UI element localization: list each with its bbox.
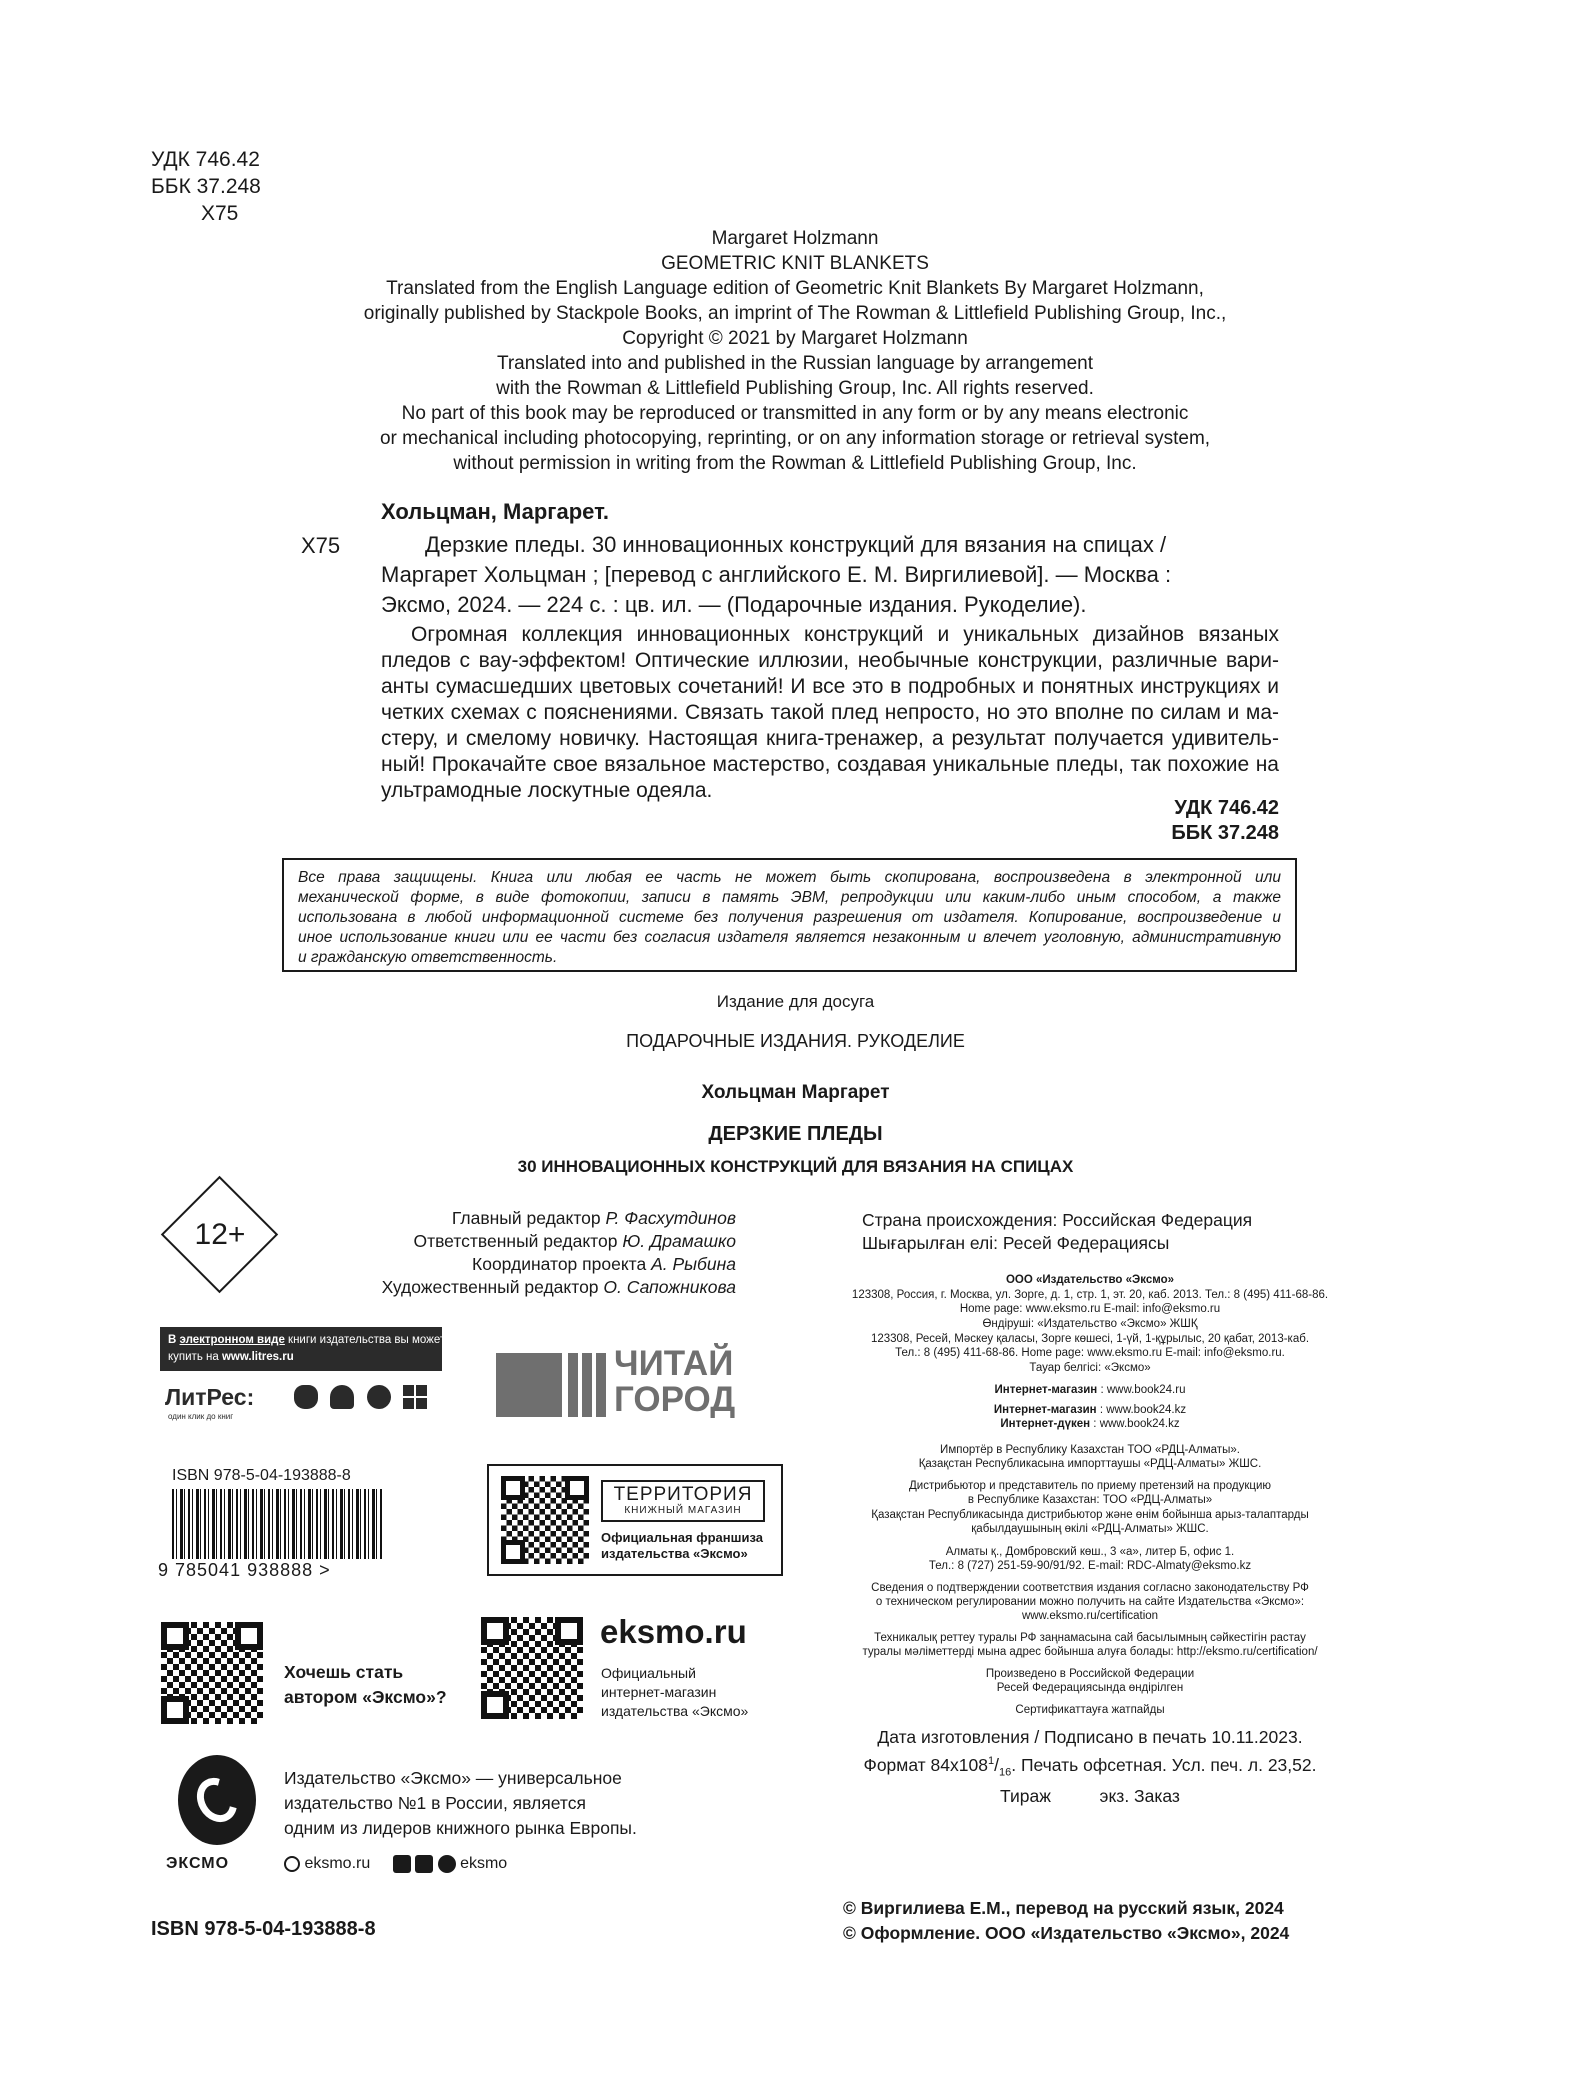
imprint-address-kz: 123308, Ресей, Мәскеу қаласы, Зорге көшесі, 1-үй, 1-құрылыс, 20 қабат, 2013-каб. — [870, 1333, 1310, 1345]
staff-row — [300, 1253, 736, 1276]
staff-row — [300, 1230, 736, 1253]
staff-role: Ответственный редактор — [413, 1231, 618, 1251]
imprint-distributor-ru: в Республике Казахстан: ТОО «РДЦ-Алматы» — [967, 1494, 1213, 1506]
catalog-author-heading: Хольцман, Маргарет. — [381, 499, 610, 524]
litres-text: книги издательства вы можете — [284, 1334, 452, 1346]
annotation-line: ультрамодные лоскутные одеяла. — [381, 779, 713, 802]
litres-tagline: один клик до книг — [168, 1412, 234, 1421]
annotation-line: Огромная коллекция инновационных конструкций и уникальных дизайнов вязаных — [411, 623, 1279, 646]
windows-phone-icon — [367, 1385, 391, 1409]
copyright-line: Translated from the English Language edition of Geometric Knit Blankets By Margaret Holzmann, — [386, 278, 1204, 299]
about-line: издательство №1 в России, является — [284, 1793, 586, 1813]
eksmo-logo-text: ЭКСМО — [166, 1855, 230, 1872]
staff-role: Главный редактор — [451, 1208, 601, 1228]
territoria-logo — [601, 1480, 765, 1522]
rights-line: и гражданскую ответственность. — [298, 949, 558, 966]
print-date: Дата изготовления / Подписано в печать 10.11.2023. — [877, 1727, 1303, 1747]
shop-url: : www.book24.kz — [1090, 1418, 1180, 1430]
annotation-line: ный! Прокачайте свое вязальное мастерство, создавая уникальные пледы, так похожие на — [381, 753, 1279, 776]
print-run: Тираж экз. Заказ — [1000, 1786, 1180, 1807]
staff-role: Координатор проекта — [472, 1254, 647, 1274]
litres-logo: ЛитРес: — [165, 1384, 255, 1410]
social-handle[interactable]: eksmo — [460, 1855, 508, 1872]
staff-role: Художественный редактор — [381, 1277, 599, 1297]
windows-icon — [403, 1385, 427, 1409]
imprint-shop-kz — [810, 1403, 1370, 1417]
imprint-importer-ru: Импортёр в Республику Казахстан ТОО «РДЦ-Алматы». — [940, 1444, 1240, 1456]
imprint-cert-ru: www.eksmo.ru/certification — [1021, 1610, 1159, 1622]
staff-name: О. Сапожникова — [603, 1277, 736, 1297]
logo-word2: ГОРОД — [614, 1380, 736, 1419]
author-cta-line: автором «Эксмо»? — [284, 1687, 447, 1707]
imprint-almaty-contacts: Тел.: 8 (727) 251-59-90/91/92. E-mail: RDC-Almaty@eksmo.kz — [928, 1560, 1252, 1572]
staff-name: Ю. Драмашко — [622, 1231, 736, 1251]
age-rating-badge — [160, 1175, 280, 1295]
imprint-distributor-kz: Қазақстан Республикасында дистрибьютор және өнім бойынша арыз-талаптарды — [871, 1509, 1309, 1521]
imprint-cert-ru: о техническом регулировании можно получить на сайте Издательства «Эксмо»: — [875, 1596, 1305, 1608]
litres-banner[interactable] — [160, 1327, 452, 1371]
imprint-produced-ru: Произведено в Российской Федерации — [985, 1668, 1195, 1680]
imprint-kz-publisher: Өндіруші: «Издательство «Эксмо» ЖШҚ — [982, 1318, 1198, 1330]
author-cta-line: Хочешь стать — [284, 1662, 404, 1682]
chitai-gorod-logo — [496, 1345, 786, 1417]
copyright-line: No part of this book may be reproduced or transmitted in any form or by any means electronic — [401, 403, 1189, 424]
imprint-trademark: Тауар белгісі: «Эксмо» — [1029, 1362, 1151, 1374]
android-icon — [330, 1385, 354, 1409]
copyright-line: without permission in writing from the Rowman & Littlefield Publishing Group, Inc. — [453, 453, 1137, 474]
imprint-distributor-ru: Дистрибьютор и представитель по приему претензий на продукцию — [909, 1480, 1271, 1492]
territoria-sub: КНИЖНЫЙ МАГАЗИН — [624, 1505, 742, 1516]
copyright-line: © Виргилиева Е.М., перевод на русский язык, 2024 — [843, 1898, 1284, 1918]
annotation-line: анты сумасшедших цветовых сочетаний! И все это в подробных и понятных инструкциях и — [381, 675, 1279, 698]
edition-type: Издание для досуга — [716, 992, 875, 1011]
author-name: Хольцман Маргарет — [701, 1082, 890, 1103]
shop-url: : www.book24.ru — [1097, 1384, 1186, 1396]
annotation-line: пледов с вау-эффектом! Оптические иллюзии, необычные конструкции, различные вари- — [381, 649, 1279, 672]
copyright-line: GEOMETRIC KNIT BLANKETS — [661, 253, 929, 274]
copyright-line: Margaret Holzmann — [711, 228, 879, 249]
logo-word1: ЧИТАЙ — [614, 1344, 734, 1383]
imprint-cert-ru: Сведения о подтверждении соответствия издания согласно законодательству РФ — [871, 1582, 1309, 1594]
logo-bar — [582, 1353, 592, 1417]
format-rest: . Печать офсетная. Усл. печ. л. 23,52. — [1011, 1754, 1317, 1775]
imprint-cert-kz: туралы мәліметтерді мына адрес бойынша алуға болады: http://eksmo.ru/certification/ — [862, 1646, 1318, 1658]
telegram-icon[interactable] — [438, 1855, 456, 1873]
copyright-line: Translated into and published in the Russian language by arrangement — [496, 353, 1094, 374]
app-store-icons — [294, 1385, 435, 1409]
shop-label: Интернет-дүкен — [1000, 1418, 1091, 1430]
imprint-importer-kz: Қазақстан Республикасына импорттаушы «РДЦ-Алматы» ЖШС. — [918, 1458, 1262, 1470]
imprint-publisher: ООО «Издательство «Эксмо» — [1005, 1274, 1175, 1286]
catalog-bbk: ББК 37.248 — [1171, 822, 1279, 844]
staff-name: А. Рыбина — [651, 1254, 736, 1274]
imprint-produced-kz: Ресей Федерациясында өндірілген — [996, 1682, 1184, 1694]
barcode-digits: 9 785041 938888 > — [158, 1560, 331, 1580]
territoria-note: Официальная франшиза — [601, 1530, 763, 1545]
description-line: Эксмо, 2024. — 224 с. : цв. ил. — (Подарочные издания. Рукоделие). — [381, 592, 1087, 617]
copyright-line: Copyright © 2021 by Margaret Holzmann — [622, 328, 968, 349]
territoria-name: ТЕРРИТОРИЯ — [613, 1484, 753, 1505]
litres-url[interactable]: www.litres.ru — [221, 1351, 294, 1363]
annotation-line: четких схемах с пояснениями. Связать такой плед непросто, но это вполне по силам и ма- — [381, 701, 1279, 724]
shop-label: Интернет-магазин — [994, 1384, 1098, 1396]
about-line: Издательство «Эксмо» — универсальное — [284, 1768, 622, 1788]
editorial-staff — [300, 1207, 736, 1299]
description-line: Маргарет Хольцман ; [перевод с английского Е. М. Виргилиевой]. — Москва : — [381, 562, 1172, 587]
eksmo-shop-text: интернет-магазин — [601, 1684, 717, 1700]
social-web[interactable]: eksmo.ru — [304, 1855, 371, 1872]
imprint-cert-kz: Техникалық реттеу туралы РФ заңнамасына сай басылымның сәйкестігін растау — [874, 1632, 1306, 1644]
barcode-bars — [172, 1489, 382, 1559]
eksmo-shop-text: издательства «Эксмо» — [601, 1703, 749, 1719]
series-name: ПОДАРОЧНЫЕ ИЗДАНИЯ. РУКОДЕЛИЕ — [626, 1031, 965, 1051]
author-qr-icon[interactable] — [161, 1622, 263, 1724]
litres-text: купить на — [168, 1351, 222, 1363]
isbn-bottom: ISBN 978-5-04-193888-8 — [151, 1918, 376, 1940]
description-line: Дерзкие пледы. 30 инновационных конструкций для вязания на спицах / — [425, 532, 1167, 557]
udk-code: УДК 746.42 — [151, 148, 260, 171]
imprint-shop-ru — [810, 1383, 1370, 1397]
author-mark: Х75 — [201, 202, 239, 225]
territoria-box — [487, 1464, 783, 1576]
social-links — [284, 1853, 507, 1875]
imprint-cert-na: Сертификаттауға жатпайды — [1015, 1704, 1165, 1716]
copyright-line: © Оформление. ООО «Издательство «Эксмо», 2024 — [843, 1923, 1290, 1943]
about-line: одним из лидеров книжного рынка Европы. — [284, 1818, 637, 1838]
imprint-almaty-address: Алматы қ., Домбровский көш., 3 «а», литер Б, офис 1. — [945, 1546, 1235, 1558]
shop-label: Интернет-магазин — [993, 1404, 1097, 1416]
litres-line1 — [168, 1333, 451, 1348]
barcode-isbn-label: ISBN 978-5-04-193888-8 — [172, 1467, 351, 1484]
staff-name: Р. Фасхутдинов — [605, 1208, 736, 1228]
format-denominator: 16 — [998, 1766, 1012, 1779]
annotation-line: стеру, и смелому новичку. Настоящая книга-тренажер, а результат получается удивитель- — [381, 727, 1279, 750]
imprint-web-ru: Home page: www.eksmo.ru E-mail: info@eksmo.ru — [959, 1303, 1221, 1315]
copyright-line: originally published by Stackpole Books, an imprint of The Rowman & Littlefield Publishing Group, Inc., — [363, 303, 1227, 324]
origin-ru: Страна происхождения: Российская Федерация — [862, 1210, 1253, 1230]
rights-line: иное использование книги или ее части без согласия издателя является незаконным и влечет уголовную, административную — [298, 929, 1281, 946]
catalog-mark: Х75 — [301, 533, 341, 558]
staff-row — [300, 1276, 736, 1299]
staff-row — [300, 1207, 736, 1230]
litres-line2 — [168, 1350, 294, 1365]
format-base: Формат 84х108 — [863, 1754, 988, 1775]
litres-text: электронном виде — [179, 1334, 285, 1346]
ok-icon[interactable] — [415, 1855, 433, 1873]
eksmo-logo-icon — [178, 1755, 256, 1845]
eksmo-shop-text: Официальный — [601, 1665, 696, 1681]
origin-kz: Шығарылған елі: Ресей Федерациясы — [862, 1233, 1170, 1253]
globe-icon — [284, 1856, 300, 1872]
logo-block — [496, 1353, 562, 1417]
logo-bar — [596, 1353, 606, 1417]
copyright-line: with the Rowman & Littlefield Publishing Group, Inc. All rights reserved. — [496, 378, 1094, 399]
format-numerator: 1 — [987, 1755, 995, 1767]
imprint-address-ru: 123308, Россия, г. Москва, ул. Зорге, д. 1, стр. 1, эт. 20, каб. 2013. Тел.: 8 (495) 411-68-86. — [851, 1289, 1329, 1301]
rights-notice-box — [282, 858, 1297, 972]
print-format: Формат $84х108^1/_{16}$. Печать офсетная. Усл. печ. л. 23,52. — [863, 1754, 1317, 1779]
catalog-udk: УДК 746.42 — [1174, 797, 1279, 819]
imprint-contacts-kz: Тел.: 8 (495) 411-68-86. Home page: www.eksmo.ru E-mail: info@eksmo.ru. — [895, 1347, 1285, 1359]
bbk-code: ББК 37.248 — [151, 175, 261, 198]
eksmo-shop-domain[interactable]: eksmo.ru — [600, 1613, 747, 1650]
copyright-english — [230, 226, 1360, 476]
territoria-note: издательства «Эксмо» — [601, 1546, 748, 1561]
rights-line: Все права защищены. Книга или любая ее часть не может быть скопирована, воспроизведена в электронной или — [298, 869, 1281, 886]
litres-text: В — [168, 1334, 180, 1346]
territoria-qr-icon — [501, 1476, 589, 1564]
print-details — [810, 1725, 1370, 1808]
book-subtitle: 30 ИННОВАЦИОННЫХ КОНСТРУКЦИЙ ДЛЯ ВЯЗАНИЯ НА СПИЦАХ — [517, 1157, 1074, 1176]
shop-url: : www.book24.kz — [1096, 1404, 1187, 1416]
book-title: ДЕРЗКИЕ ПЛЕДЫ — [708, 1123, 883, 1145]
imprint-distributor-kz: қабылдаушының өкілі «РДЦ-Алматы» ЖШС. — [971, 1523, 1209, 1535]
logo-bar — [568, 1353, 578, 1417]
eksmo-shop-qr-icon[interactable] — [481, 1617, 583, 1719]
rights-line: механической форме, в виде фотокопии, записи в память ЭВМ, репродукции или каким-либо иным способом, а также — [298, 889, 1281, 906]
apple-icon — [294, 1385, 318, 1409]
imprint-shop-kz-kaz — [810, 1417, 1370, 1431]
rights-line: использована в любой информационной системе без получения разрешения от издателя. Копирование, воспроизведение и — [298, 909, 1281, 926]
logo-swirl — [189, 1771, 245, 1830]
vk-icon[interactable] — [393, 1855, 411, 1873]
copyright-line: or mechanical including photocopying, reprinting, or on any information storage or retrieval system, — [379, 428, 1211, 449]
age-rating-text: 12+ — [194, 1218, 246, 1251]
annotation — [381, 622, 1279, 804]
